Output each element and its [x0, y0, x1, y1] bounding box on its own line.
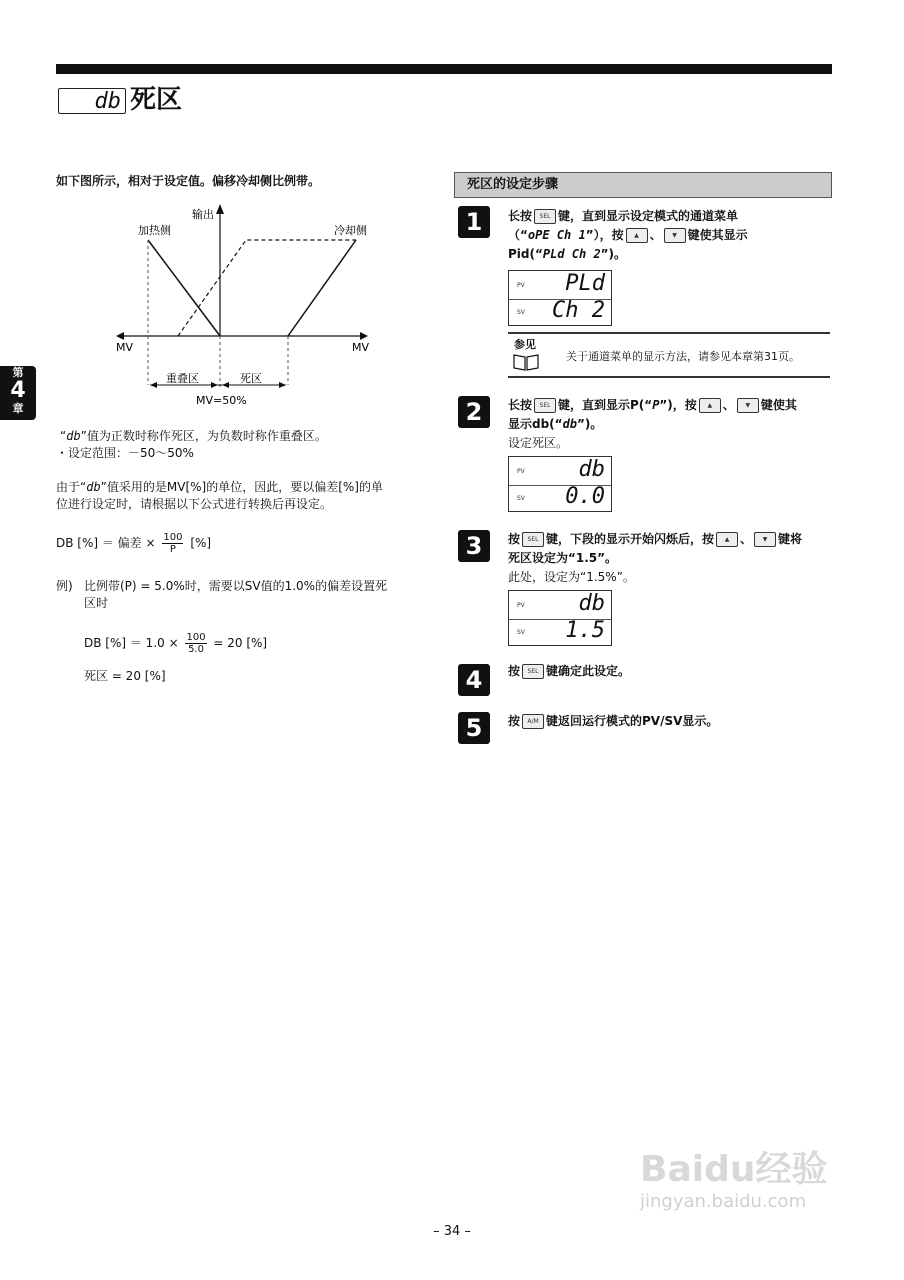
step-3-text: 按 SEL 键，下段的显示开始闪烁后，按 ▲ 、 ▼ 键将 死区设定为“1.5”。 此处，设定为“1.5%”。 — [508, 532, 803, 584]
page-number: – 34 – — [433, 1224, 471, 1239]
example-line1: 比例带(P) = 5.0%时，需要以SV值的1.0%的偏差设置死 — [84, 579, 388, 593]
deadband-label: 死区 — [240, 372, 262, 385]
heat-line — [148, 240, 220, 336]
step-2-number: 2 — [458, 396, 490, 428]
display-2-pv: db — [578, 457, 605, 482]
overlap-dashed-line — [178, 240, 356, 336]
reference-text: 关于通道菜单的显示方法，请参见本章第31页。 — [566, 350, 800, 363]
deadband-diagram — [110, 200, 380, 415]
heat-side-label: 加热侧 — [138, 224, 171, 237]
sel-key-icon: SEL — [534, 398, 556, 413]
cool-line — [288, 240, 356, 336]
formula: DB [%] ＝ 偏差 × $\frac{100}{P}$ [%] — [56, 532, 212, 555]
display-3: PV db SV 1.5 — [508, 590, 612, 646]
step-5-number: 5 — [458, 712, 490, 744]
db-note: “db”值为正数时称作死区，为负数时称作重叠区。 — [60, 429, 327, 443]
reference-title: 参见 — [514, 338, 536, 351]
unit-note-line1: 由于“db”值采用的是MV[%]的单位，因此，要以偏差[%]的单 — [56, 480, 383, 494]
step-2-text: 长按 SEL 键，直到显示P(“P”)，按 ▲ 、 ▼ 键使其 显示db(“db”)。 设定死区。 — [508, 398, 797, 450]
step-1-number: 1 — [458, 206, 490, 238]
display-2-sv: 0.0 — [565, 484, 605, 509]
watermark-brand: Baidu经验 — [640, 1149, 828, 1190]
page-title: 死区 — [130, 85, 183, 115]
step-5-text: 按 A/M 键返回运行模式的PV/SV显示。 — [508, 714, 719, 728]
book-icon — [512, 352, 540, 372]
setting-range: ・设定范围：－50～50% — [56, 446, 194, 460]
mv-right-label: MV — [352, 341, 370, 354]
down-key-icon: ▼ — [737, 398, 759, 413]
param-code-box: db — [58, 88, 126, 114]
overlap-label: 重叠区 — [166, 372, 199, 385]
y-axis-arrow — [216, 204, 224, 214]
x-axis-arrow-right — [360, 332, 368, 340]
sel-key-icon: SEL — [522, 532, 544, 547]
x-axis-arrow-left — [116, 332, 124, 340]
display-1-pv: PLd — [565, 271, 605, 296]
up-key-icon: ▲ — [699, 398, 721, 413]
chapter-tab-top: 第 — [12, 366, 24, 379]
am-key-icon: A/M — [522, 714, 544, 729]
sel-key-icon: SEL — [534, 209, 556, 224]
chapter-tab-bottom: 章 — [12, 402, 24, 415]
step-4-text: 按 SEL 键确定此设定。 — [508, 664, 631, 678]
display-3-pv: db — [578, 591, 605, 616]
step-4-number: 4 — [458, 664, 490, 696]
example-line2: 区时 — [84, 596, 109, 610]
up-key-icon: ▲ — [626, 228, 648, 243]
chapter-tab-number: 4 — [10, 378, 26, 403]
calc-formula: DB [%] ＝ 1.0 × $\frac{100}{5.0}$ = 20 [%] — [84, 632, 268, 655]
down-key-icon: ▼ — [754, 532, 776, 547]
down-key-icon: ▼ — [664, 228, 686, 243]
mv-left-label: MV — [116, 341, 134, 354]
up-key-icon: ▲ — [716, 532, 738, 547]
example-label: 例) — [56, 579, 73, 593]
watermark-url: jingyan.baidu.com — [640, 1191, 807, 1212]
top-rule — [56, 64, 832, 74]
display-1-sv: Ch 2 — [552, 298, 605, 323]
procedure-header: 死区的设定步骤 — [454, 172, 832, 198]
db-code-inline: db — [66, 429, 81, 443]
y-axis-label: 输出 — [192, 208, 214, 221]
intro-text: 如下图所示，相对于设定值。偏移冷却侧比例带。 — [56, 174, 321, 188]
unit-note-line2: 位进行设定时，请根据以下公式进行转换后再设定。 — [56, 497, 333, 511]
mv50-label: MV=50% — [196, 394, 247, 407]
step-3-number: 3 — [458, 530, 490, 562]
cool-side-label: 冷却侧 — [334, 224, 367, 237]
display-1: PV PLd SV Ch 2 — [508, 270, 612, 326]
step-1-text: 长按 SEL 键，直到显示设定模式的通道菜单 （“oPE Ch 1”），按 ▲ 、 ▼ 键使其显示 Pid(“PLd Ch 2”)。 — [508, 209, 748, 261]
display-3-sv-blinking: 1.5 — [565, 618, 605, 643]
chapter-tab — [0, 366, 36, 420]
display-2: PV db SV 0.0 — [508, 456, 612, 512]
sel-key-icon: SEL — [522, 664, 544, 679]
result: 死区 = 20 [%] — [84, 669, 166, 683]
reference-box — [508, 332, 830, 378]
